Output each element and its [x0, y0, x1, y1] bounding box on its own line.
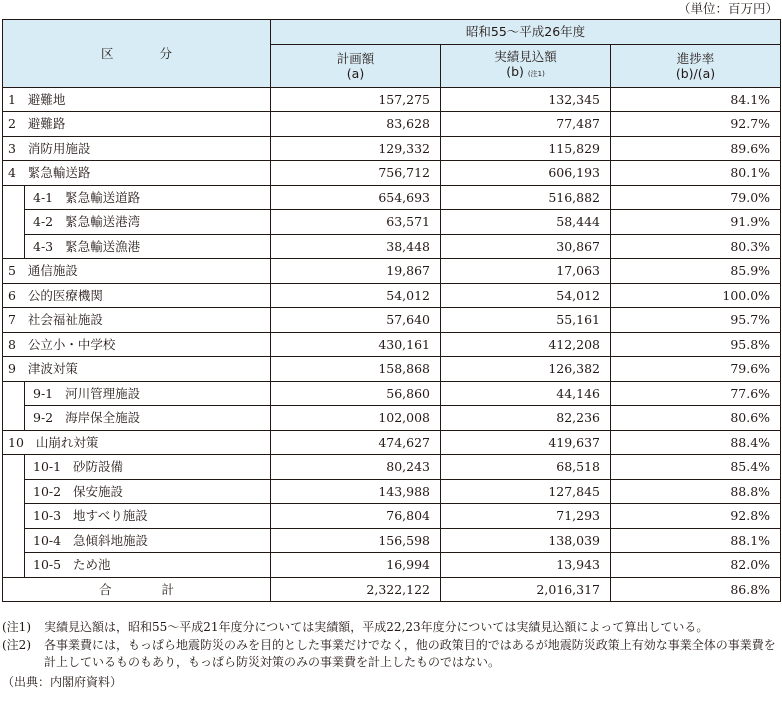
actual-cell: 82,236 [441, 406, 611, 431]
row-label: 10-5 ため池 [25, 553, 271, 578]
rate-cell: 80.1% [611, 161, 781, 186]
rate-cell: 82.0% [611, 553, 781, 578]
plan-cell: 143,988 [271, 479, 441, 504]
plan-cell: 83,628 [271, 112, 441, 137]
rate-cell: 100.0% [611, 283, 781, 308]
rate-cell: 80.3% [611, 234, 781, 259]
note-2 [2, 637, 780, 672]
actual-cell: 44,146 [441, 381, 611, 406]
plan-cell: 16,994 [271, 553, 441, 578]
row-label: 8 公立小・中学校 [3, 332, 271, 357]
indent-spacer [3, 479, 25, 504]
actual-cell: 54,012 [441, 283, 611, 308]
actual-cell: 127,845 [441, 479, 611, 504]
indent-spacer [3, 553, 25, 578]
rate-cell: 85.9% [611, 259, 781, 284]
header-kubun: 区分 [3, 20, 271, 88]
indent-spacer [3, 504, 25, 529]
row-label: 7 社会福祉施設 [3, 308, 271, 333]
rate-cell: 88.1% [611, 528, 781, 553]
table-row [3, 161, 781, 186]
actual-cell: 68,518 [441, 455, 611, 480]
source-label: （出典：内閣府資料） [2, 674, 123, 689]
note-text: 実績見込額は，昭和55～平成21年度分については実績額，平成22,23年度分については実績見込額によって算出している。 [44, 620, 709, 634]
actual-cell: 412,208 [441, 332, 611, 357]
table-row [3, 479, 781, 504]
row-label: 10 山崩れ対策 [3, 430, 271, 455]
plan-cell: 156,598 [271, 528, 441, 553]
table-row [3, 553, 781, 578]
actual-cell: 115,829 [441, 136, 611, 161]
rate-cell: 91.9% [611, 210, 781, 235]
rate-cell: 92.7% [611, 112, 781, 137]
table-row [3, 259, 781, 284]
note-tag: (注2) [2, 637, 31, 652]
plan-cell: 76,804 [271, 504, 441, 529]
indent-spacer [3, 406, 25, 431]
rate-cell: 95.8% [611, 332, 781, 357]
row-label: 5 通信施設 [3, 259, 271, 284]
total-plan: 2,322,122 [271, 577, 441, 602]
table-row [3, 381, 781, 406]
notes-section [2, 619, 780, 691]
row-label: 4 緊急輸送路 [3, 161, 271, 186]
actual-cell: 58,444 [441, 210, 611, 235]
rate-cell: 95.7% [611, 308, 781, 333]
plan-cell: 157,275 [271, 87, 441, 112]
row-label: 1 避難地 [3, 87, 271, 112]
rate-cell: 88.4% [611, 430, 781, 455]
row-label: 9-2 海岸保全施設 [25, 406, 271, 431]
actual-cell: 126,382 [441, 357, 611, 382]
row-label: 3 消防用施設 [3, 136, 271, 161]
actual-cell: 13,943 [441, 553, 611, 578]
row-label: 10-4 急傾斜地施設 [25, 528, 271, 553]
actual-cell: 77,487 [441, 112, 611, 137]
unit-label: （単位：百万円） [677, 1, 778, 16]
rate-cell: 79.0% [611, 185, 781, 210]
row-label: 4-1 緊急輸送道路 [25, 185, 271, 210]
table-row [3, 357, 781, 382]
note-1 [2, 619, 780, 637]
plan-cell: 474,627 [271, 430, 441, 455]
total-row [3, 577, 781, 602]
row-label: 10-3 地すべり施設 [25, 504, 271, 529]
plan-cell: 102,008 [271, 406, 441, 431]
header-rate: 進捗率 (b)/(a) [611, 44, 781, 87]
plan-cell: 56,860 [271, 381, 441, 406]
rate-cell: 89.6% [611, 136, 781, 161]
indent-spacer [3, 210, 25, 235]
actual-cell: 516,882 [441, 185, 611, 210]
note-tag: (注1) [2, 620, 31, 634]
total-rate: 86.8% [611, 577, 781, 602]
header-period: 昭和55～平成26年度 [271, 20, 781, 45]
table-row [3, 112, 781, 137]
header-actual: 実績見込額 (b) (注1) [441, 44, 611, 87]
plan-cell: 158,868 [271, 357, 441, 382]
actual-cell: 30,867 [441, 234, 611, 259]
rate-cell: 88.8% [611, 479, 781, 504]
table-row [3, 332, 781, 357]
indent-spacer [3, 381, 25, 406]
actual-cell: 419,637 [441, 430, 611, 455]
row-label: 4-2 緊急輸送港湾 [25, 210, 271, 235]
rate-cell: 80.6% [611, 406, 781, 431]
plan-cell: 63,571 [271, 210, 441, 235]
rate-cell: 79.6% [611, 357, 781, 382]
table-row [3, 283, 781, 308]
actual-cell: 17,063 [441, 259, 611, 284]
table-row [3, 87, 781, 112]
total-label: 合計 [3, 577, 271, 602]
table-row [3, 504, 781, 529]
row-label: 2 避難路 [3, 112, 271, 137]
plan-cell: 80,243 [271, 455, 441, 480]
header-plan: 計画額 (a) [271, 44, 441, 87]
table-row [3, 455, 781, 480]
table-body [3, 87, 781, 602]
table-row [3, 528, 781, 553]
indent-spacer [3, 234, 25, 259]
plan-cell: 57,640 [271, 308, 441, 333]
budget-table [2, 19, 781, 602]
table-row [3, 136, 781, 161]
row-label: 9 津波対策 [3, 357, 271, 382]
row-label: 10-1 砂防設備 [25, 455, 271, 480]
plan-cell: 430,161 [271, 332, 441, 357]
rate-cell: 92.8% [611, 504, 781, 529]
table-row [3, 430, 781, 455]
rate-cell: 84.1% [611, 87, 781, 112]
rate-cell: 77.6% [611, 381, 781, 406]
plan-cell: 654,693 [271, 185, 441, 210]
table-row [3, 406, 781, 431]
indent-spacer [3, 528, 25, 553]
table-row [3, 185, 781, 210]
indent-spacer [3, 455, 25, 480]
actual-cell: 132,345 [441, 87, 611, 112]
table-row [3, 308, 781, 333]
row-label: 4-3 緊急輸送漁港 [25, 234, 271, 259]
row-label: 10-2 保安施設 [25, 479, 271, 504]
rate-cell: 85.4% [611, 455, 781, 480]
plan-cell: 756,712 [271, 161, 441, 186]
plan-cell: 38,448 [271, 234, 441, 259]
row-label: 9-1 河川管理施設 [25, 381, 271, 406]
plan-cell: 129,332 [271, 136, 441, 161]
total-actual: 2,016,317 [441, 577, 611, 602]
plan-cell: 54,012 [271, 283, 441, 308]
indent-spacer [3, 185, 25, 210]
actual-cell: 606,193 [441, 161, 611, 186]
actual-cell: 55,161 [441, 308, 611, 333]
note-text: 各事業費には，もっぱら地震防災のみを目的とした事業だけでなく，他の政策目的ではあるが地震防災政策上有効な事業全体の事業費を計上しているものもあり，もっぱら防災対策のみの事業費を計上したものではない。 [44, 637, 776, 669]
actual-cell: 71,293 [441, 504, 611, 529]
actual-cell: 138,039 [441, 528, 611, 553]
row-label: 6 公的医療機関 [3, 283, 271, 308]
table-row [3, 234, 781, 259]
table-row [3, 210, 781, 235]
plan-cell: 19,867 [271, 259, 441, 284]
